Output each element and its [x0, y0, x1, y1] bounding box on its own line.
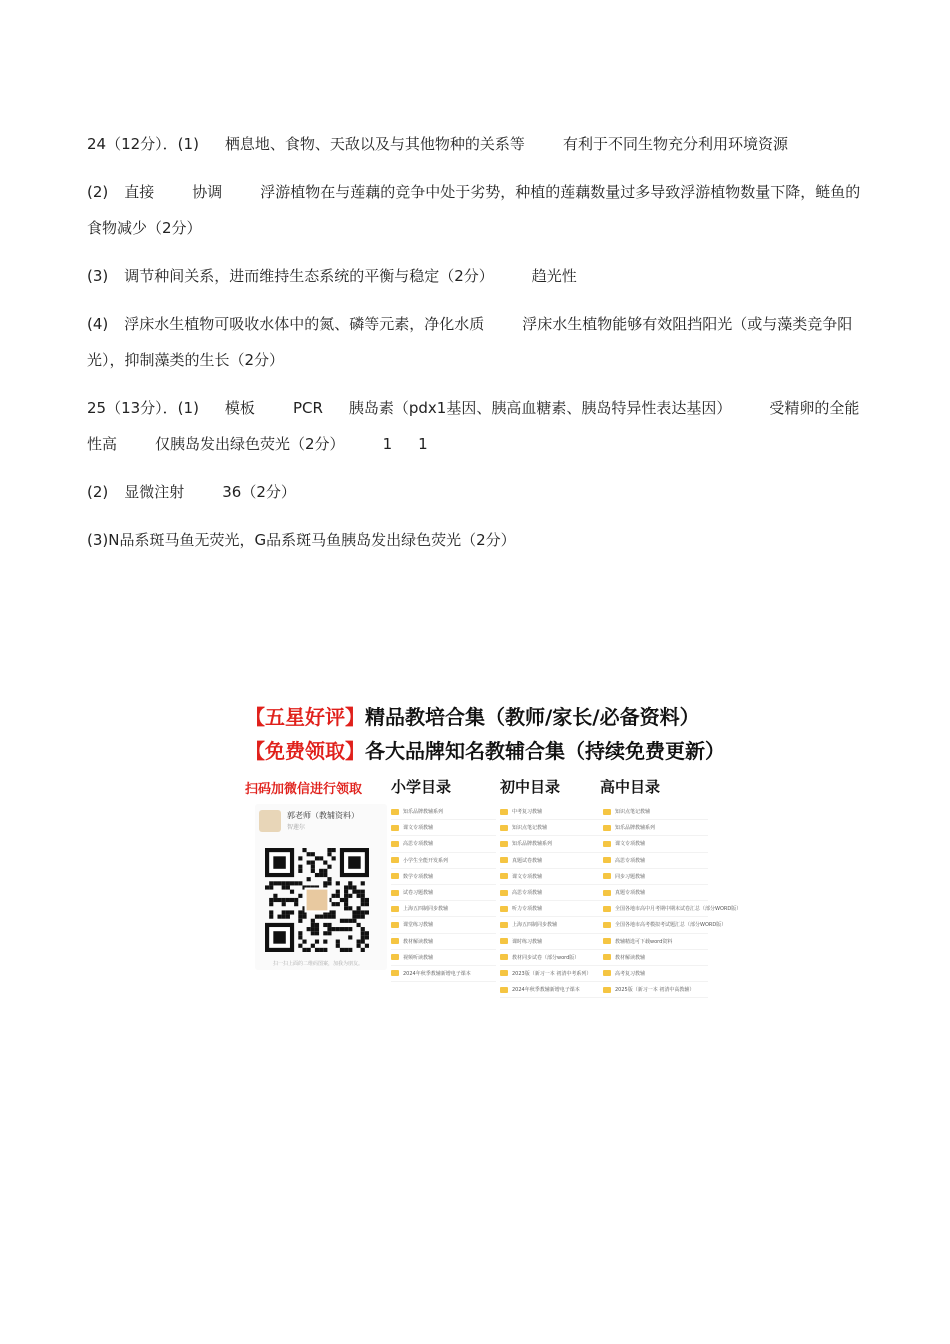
catalog-item-label: 视频听读教辅 [403, 954, 434, 961]
catalog-item-label: 知乐品牌教辅系列 [615, 825, 656, 832]
folder-icon [603, 809, 611, 815]
catalog-item[interactable] [500, 966, 605, 982]
high-catalog-title: 高中目录 [600, 778, 661, 796]
primary-catalog-list [391, 804, 496, 982]
catalog-item[interactable] [603, 917, 727, 933]
folder-icon [603, 825, 611, 831]
folder-icon [391, 809, 399, 815]
catalog-item-label: 真题试卷教辅 [512, 857, 543, 864]
folder-icon [500, 954, 508, 960]
catalog-item-label: 高思专项教辅 [615, 857, 646, 864]
folder-icon [603, 954, 611, 960]
catalog-item-label: 课堂练习教辅 [403, 922, 434, 929]
banner-line-2: 【免费领取】各大品牌知名教辅合集（持续免费更新） [245, 739, 725, 763]
folder-icon [391, 970, 399, 976]
folder-icon [603, 857, 611, 863]
folder-icon [500, 922, 508, 928]
folder-icon [603, 841, 611, 847]
catalog-item[interactable] [500, 820, 605, 836]
catalog-item[interactable] [603, 853, 708, 869]
banner-line-1: 【五星好评】精品教培合集（教师/家长/必备资料） [245, 705, 700, 729]
catalog-item-label: 听力专项教辅 [512, 906, 543, 913]
card-name: 郭老师（教辅资料） [287, 811, 359, 820]
catalog-item-label: 2023版（新习一本 初清中考系列） [512, 970, 592, 977]
answer-key [87, 126, 863, 570]
catalog-item-label: 知乐品牌教辅系列 [403, 809, 444, 816]
catalog-item-label: 课文专项教辅 [512, 873, 543, 880]
catalog-item-label: 教材同步试卷（部分word版） [512, 954, 580, 961]
card-subtitle: 智莲尔 [287, 824, 306, 831]
folder-icon [391, 825, 399, 831]
folder-icon [500, 857, 508, 863]
catalog-item-label: 课文专项教辅 [615, 841, 646, 848]
folder-icon [500, 825, 508, 831]
folder-icon [500, 906, 508, 912]
folder-icon [603, 873, 611, 879]
catalog-item[interactable] [391, 885, 496, 901]
catalog-item-label: 真题专项教辅 [615, 890, 646, 897]
folder-icon [603, 987, 611, 993]
catalog-item-label: 2024年秋季教辅新增电子课本 [403, 970, 471, 977]
answer-24-1: 24（12分）．(1) 栖息地、食物、天敌以及与其他物种的关系等 有利于不同生物充分利用环境资源 [87, 135, 788, 153]
catalog-item-label: 知识点笔记教辅 [512, 825, 548, 832]
catalog-item[interactable] [391, 820, 496, 836]
catalog-item-label: 数学专项教辅 [403, 873, 434, 880]
answer-24-3: (3) 调节种间关系，进而维持生态系统的平衡与稳定（2分） 趋光性 [87, 267, 577, 285]
catalog-item[interactable] [391, 869, 496, 885]
promo-banner[interactable] [245, 700, 742, 994]
folder-icon [500, 970, 508, 976]
folder-icon [391, 857, 399, 863]
catalog-item[interactable] [500, 804, 605, 820]
catalog-item-label: 知识点笔记教辅 [615, 809, 651, 816]
catalog-item[interactable] [391, 804, 496, 820]
catalog-item-label: 课文专项教辅 [403, 825, 434, 832]
folder-icon [500, 841, 508, 847]
folder-icon [603, 970, 611, 976]
catalog-item[interactable] [603, 836, 708, 852]
primary-catalog-title: 小学目录 [391, 778, 452, 796]
answer-25-1: 25（13分）．(1) 模板 PCR 胰岛素（pdx1基因、胰高血糖素、胰岛特异性表达基因） 受精卵的全能性高 仅胰岛发出绿色荧光（2分） 1 1 [87, 399, 860, 453]
catalog-item-label: 小学生全能开发系列 [403, 857, 449, 864]
high-catalog-list [603, 804, 742, 998]
catalog-item[interactable] [500, 869, 605, 885]
catalog-item[interactable] [391, 853, 496, 869]
folder-icon [603, 922, 611, 928]
scan-prompt: 扫码加微信进行领取 [245, 782, 363, 797]
folder-icon [391, 906, 399, 912]
catalog-item[interactable] [391, 901, 496, 917]
catalog-item[interactable] [391, 917, 496, 933]
catalog-item[interactable] [500, 853, 605, 869]
catalog-item[interactable] [500, 950, 605, 966]
catalog-item-label: 全国各地市高考模拟考试题汇总（部分WORD版） [615, 922, 727, 929]
answer-25-2: (2) 显微注射 36（2分） [87, 483, 296, 501]
catalog-item[interactable] [603, 869, 708, 885]
catalog-item-label: 高思专项教辅 [512, 890, 543, 897]
card-footnote: 扫一扫上面的二维码图案，加我为朋友。 [273, 961, 364, 967]
catalog-item[interactable] [500, 901, 605, 917]
folder-icon [391, 841, 399, 847]
folder-icon [603, 890, 611, 896]
answer-24-4: (4) 浮床水生植物可吸收水体中的氮、磷等元素，净化水质 浮床水生植物能够有效阻挡阳光（或与藻类竞争阳光），抑制藻类的生长（2分） [87, 315, 853, 369]
catalog-item[interactable] [603, 804, 708, 820]
catalog-item-label: 全国各地市高中月考期中期末试卷汇总（部分WORD版） [615, 906, 742, 913]
folder-icon [391, 938, 399, 944]
catalog-item-label: 教材解读教辅 [403, 938, 434, 945]
catalog-item-label: 同步习题教辅 [615, 873, 646, 880]
catalog-item-label: 中考复习教辅 [512, 809, 543, 816]
middle-catalog-list [500, 804, 605, 998]
folder-icon [500, 890, 508, 896]
catalog-item-label: 2025版（新习一本 初清中高教辅） [615, 987, 695, 994]
catalog-item[interactable] [391, 966, 496, 982]
catalog-item[interactable] [603, 901, 742, 917]
folder-icon [391, 890, 399, 896]
catalog-item-label: 高考复习教辅 [615, 970, 646, 977]
catalog-item[interactable] [603, 820, 708, 836]
catalog-item-label: 知乐品牌教辅系列 [512, 841, 553, 848]
catalog-item[interactable] [391, 950, 496, 966]
catalog-item[interactable] [603, 982, 708, 998]
answer-24-2: (2) 直接 协调 浮游植物在与莲藕的竞争中处于劣势，种植的莲藕数量过多导致浮游植物数量下降，鲢鱼的食物减少（2分） [87, 183, 861, 237]
qr-code-icon[interactable] [265, 848, 369, 952]
folder-icon [500, 809, 508, 815]
catalog-item-label: 教辅精选可下载word资料 [615, 938, 673, 945]
catalog-item-label: 高思专项教辅 [403, 841, 434, 848]
catalog-item[interactable] [500, 836, 605, 852]
folder-icon [391, 922, 399, 928]
avatar [259, 810, 281, 832]
answer-25-3: (3)N品系斑马鱼无荧光，G品系斑马鱼胰岛发出绿色荧光（2分） [87, 531, 516, 549]
folder-icon [391, 954, 399, 960]
catalog-item[interactable] [603, 966, 708, 982]
folder-icon [500, 938, 508, 944]
catalog-item[interactable] [500, 885, 605, 901]
catalog-item[interactable] [500, 917, 605, 933]
catalog-item-label: 2024年秋季教辅新增电子课本 [512, 987, 580, 994]
folder-icon [500, 873, 508, 879]
middle-catalog-title: 初中目录 [500, 778, 561, 796]
catalog-item-label: 试卷习题教辅 [403, 890, 434, 897]
catalog-item[interactable] [603, 885, 708, 901]
catalog-item-label: 上海五四制同步教辅 [403, 906, 449, 913]
folder-icon [603, 938, 611, 944]
folder-icon [391, 873, 399, 879]
folder-icon [603, 906, 611, 912]
catalog-item[interactable] [500, 934, 605, 950]
catalog-item-label: 上海五四制同步教辅 [512, 922, 558, 929]
catalog-item-label: 课时练习教辅 [512, 938, 543, 945]
catalog-item[interactable] [391, 836, 496, 852]
catalog-item-label: 教材解读教辅 [615, 954, 646, 961]
catalog-item[interactable] [603, 950, 708, 966]
folder-icon [500, 987, 508, 993]
catalog-item[interactable] [500, 982, 605, 998]
catalog-item[interactable] [391, 934, 496, 950]
catalog-item[interactable] [603, 934, 708, 950]
